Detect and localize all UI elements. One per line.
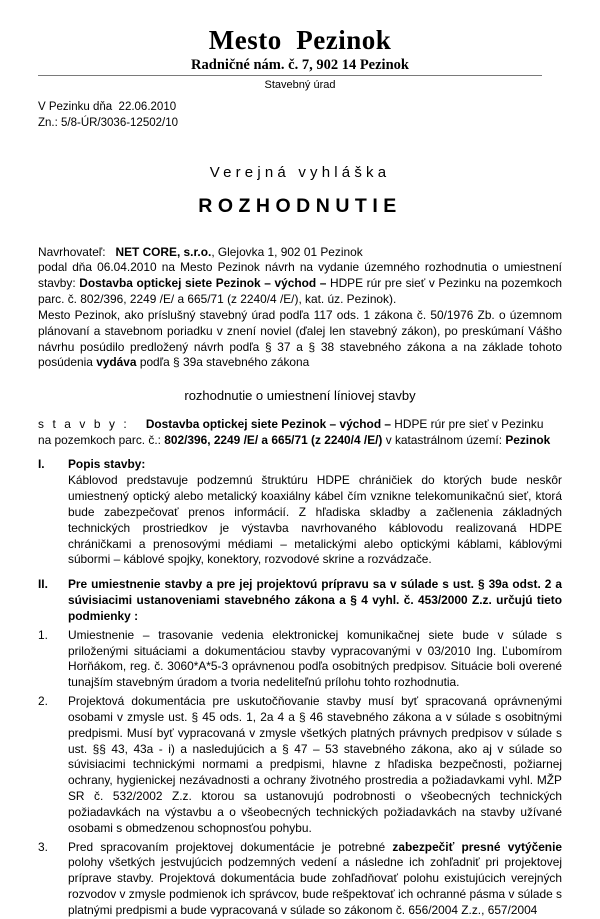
section-body-ii [68,577,562,624]
letterhead-divider-wrap [0,75,600,76]
condition-3-part-a: Pred spracovaním projektovej dokumentácie je potrebné [68,839,393,854]
issues-keyword: vydáva [96,355,137,370]
intro-p2-part-c: podľa § 39a stavebného zákona [136,355,310,370]
parcel-numbers: 802/396, 2249 /E/ a 665/71 (z 2240/4 /E/) [164,432,383,447]
construction-name: Dostavba optickej siete Pezinok – východ – [145,416,391,431]
letterhead [0,0,600,92]
section-item-i [38,457,562,568]
document-body [38,245,562,372]
condition-3-part-c: polohy všetkých jestvujúcich podzemných vedení a následne ich zohľadniť pri projektovej príprave stavby. Projektová dokumentácia bude zohľadňovať polohu existujúcich verejných rozvodov v zmysle podmienok ich správcov, bude rešpektovať ich ochranné pásma v súlade s platnými predpismi a bude vypracovaná v súlade so zákonom č. 656/2004 Z.z., 657/2004 [68,855,562,917]
applicant-address: , Glejovka 1, 902 01 Pezinok [211,244,363,259]
reference-number: Zn.: 5/8-ÚR/3036-12502/10 [38,117,179,130]
applicant-label: Navrhovateľ: [38,244,106,259]
parcels-line [38,433,562,449]
condition-marker-2: 2. [38,694,48,709]
public-notice-heading: Verejná vyhláška [209,164,391,182]
cadastral-prefix: v katastrálnom území: [382,432,506,447]
document-body-continued [38,417,562,919]
intro-p1-part-c: HDPE rúr pre sieť v Pezinku na pozemkoch parc. č. 802/396, 2249 /E/ a 665/71 (z 2240/4 /E/), kat. úz. Pezinok). [38,276,562,307]
condition-text-3 [68,840,562,919]
intro-p1-part-a: podal dňa 06.04.2010 na Mesto Pezinok návrh na vydanie územného rozhodnutia o umiestnení stavby: [38,260,562,291]
decision-heading: ROZHODNUTIE [198,195,402,218]
applicant-row [38,245,562,261]
construction-label: s t a v b y : [38,416,130,431]
letterhead-divider [38,75,542,76]
condition-text-1: Umiestnenie – trasovanie vedenia elektronickej komunikačnej siete bude v súlade s priloženými situáciami a dokumentáciou stavby vypracovanými v 03/2010 Ing. Ľubomírom Horňákom, reg. č. 3060*A*5-3 oprávnenou podľa osobitných predpisov. Situácie boli overené tunajším stavebným úradom a tvoria nedeliteľnú prílohu tohto rozhodnutia. [68,627,562,690]
section-body-i [68,457,562,568]
condition-text-2: Projektová dokumentácia pre uskutočňovanie stavby musí byť spracovaná oprávnenými osobami v zmysle ust. § 45 ods. 1, 2a 4 a § 46 stavebného zákona a v súlade s osobitnými predpismi. Musí byť vypracovaná v zmysle všetkých platných právnych predpisov v súlade s ust. §§ 43, 43a - i) a nasledujúcich a § 47 – 53 stavebného zákona, ako aj v súlade so súvisiacimi technickými normami a predpismi, hlavne z hľadiska bezpečnosti, požiarnej ochrany, hygienickej nezávadnosti a ochrany životného prostredia a požiadavkami vyhl. MŽP SR č. 532/2002 Z.z. ktorou sa ustanovujú podrobnosti o všeobecných technických požiadavkách na výstavbu a o všeobecných technických požiadavkách na stavby užívané osobami s obmedzenou schopnosťou pohybu. [68,694,562,835]
department-name: Stavebný úrad [264,79,336,92]
decision-subheading: rozhodnutie o umiestnení líniovej stavby [184,388,416,404]
section-item-ii [38,577,562,624]
construction-rest: HDPE rúr pre sieť v Pezinku [391,416,544,431]
condition-body-3 [68,840,562,919]
parcels-prefix: na pozemkoch parc. č.: [38,432,165,447]
condition-item-3 [38,840,562,919]
condition-item-1 [38,628,562,691]
intro-paragraph-2 [38,308,562,371]
condition-3-emphasis: zabezpečiť presné vytýčenie [392,839,562,854]
section-text-i: Káblovod predstavuje podzemnú štruktúru HDPE chráničiek do ktorých bude neskôr umiestnený optický alebo metalický koaxiálny kábel čím vznikne telekomunikačnú sieť, ktorá bude zabezpečovať prenos informácií. Z hľadiska skladby a začlenenia základných technických prostriedkov je výstavba navrhovaného káblovodu realizovaná HDPE chráničkami a prenosovými médiami – metalickými alebo optickými káblami, káblovými súbormi – káblové spojky, konektory, rozvodové skrine a rozvádzače. [68,473,562,567]
intro-paragraph-1 [38,260,562,307]
section-marker-i: I. [38,457,45,472]
applicant-name: NET CORE, s.r.o. [115,244,212,259]
condition-item-2 [38,694,562,836]
intro-p2-part-a: Mesto Pezinok, ako príslušný stavebný úrad podľa 117 ods. 1 zákona č. 50/1976 Zb. o územnom plánovaní a stavebnom poriadku v znení noviel (ďalej len stavebný zákon), po preskúmaní Vášho návrhu posúdilo predložený návrh podľa § 37 a § 38 stavebného zákona a na základe tohoto posúdenia [38,307,562,370]
cadastral-area: Pezinok [505,432,551,447]
project-name-inline: Dostavba optickej siete Pezinok – východ – [79,276,327,291]
condition-body-1 [68,628,562,691]
construction-line [38,417,562,433]
document-meta [38,100,600,132]
condition-marker-1: 1. [38,627,48,642]
condition-marker-3: 3. [38,839,48,854]
organization-title: Mesto Pezinok [208,25,392,55]
section-marker-ii: II. [38,577,48,592]
place-and-date: V Pezinku dňa 22.06.2010 [38,101,177,114]
organization-address: Radničné nám. č. 7, 902 14 Pezinok [191,57,409,74]
section-title-i: Popis stavby: [68,457,146,472]
condition-body-2 [68,694,562,836]
section-title-ii: Pre umiestnenie stavby a pre jej projektovú prípravu sa v súlade s ust. § 39a odst. 2 a súvisiacimi ustanoveniami stavebného zákona a § 4 vyhl. č. 453/2000 Z.z. určujú tieto podmienky : [68,577,562,623]
